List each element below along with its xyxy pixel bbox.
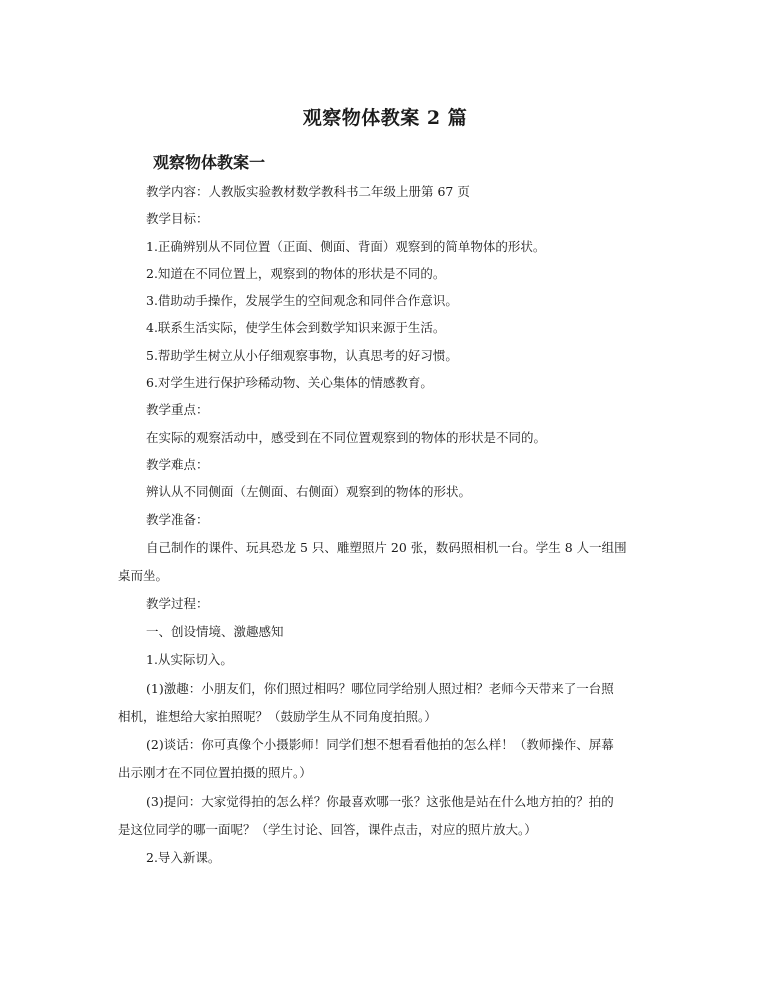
question-line-1: (3)提问：大家觉得拍的怎么样？你最喜欢哪一张？这张他是站在什么地方拍的？拍的: [146, 794, 614, 809]
section-title: 观察物体教案一: [153, 153, 266, 172]
question-line-2: 是这位同学的哪一面呢？（学生讨论、回答，课件点击，对应的照片放大。）: [118, 822, 537, 837]
engage-line-1: (1)激趣：小朋友们，你们照过相吗？哪位同学给别人照过相？老师今天带来了一台照: [146, 681, 614, 696]
objective-6: 6.对学生进行保护珍稀动物、关心集体的情感教育。: [146, 375, 433, 390]
teaching-content: 教学内容：人教版实验教材数学教科书二年级上册第 67 页: [146, 184, 470, 199]
preparation-text-line-2: 桌而坐。: [118, 568, 169, 583]
preparation-heading: 教学准备：: [146, 512, 209, 527]
process-heading: 教学过程：: [146, 596, 209, 611]
difficulty-heading: 教学难点：: [146, 457, 209, 472]
objective-1: 1.正确辨别从不同位置（正面、侧面、背面）观察到的简单物体的形状。: [146, 239, 546, 254]
talk-line-1: (2)谈话：你可真像个小摄影师！同学们想不想看看他拍的怎么样！（教师操作、屏幕: [146, 737, 614, 752]
step-one-heading: 一、创设情境、激趣感知: [146, 624, 284, 639]
preparation-text-line-1: 自己制作的课件、玩具恐龙 5 只、雕塑照片 20 张，数码照相机一台。学生 8 人一组围: [146, 540, 627, 555]
document-title: 观察物体教案 2 篇: [302, 107, 468, 129]
objective-2: 2.知道在不同位置上，观察到的物体的形状是不同的。: [146, 266, 446, 281]
objective-3: 3.借助动手操作，发展学生的空间观念和同伴合作意识。: [146, 293, 458, 308]
engage-line-2: 相机，谁想给大家拍照呢？（鼓励学生从不同角度拍照。）: [118, 709, 437, 724]
objective-4: 4.联系生活实际，使学生体会到数学知识来源于生活。: [146, 320, 446, 335]
objective-5: 5.帮助学生树立从小仔细观察事物，认真思考的好习惯。: [146, 348, 458, 363]
step-one-item-2: 2.导入新课。: [146, 850, 221, 865]
talk-line-2: 出示刚才在不同位置拍摄的照片。）: [118, 765, 312, 780]
key-points-heading: 教学重点：: [146, 402, 209, 417]
step-one-item-1: 1.从实际切入。: [146, 652, 233, 667]
difficulty-text: 辨认从不同侧面（左侧面、右侧面）观察到的物体的形状。: [146, 484, 472, 499]
objectives-heading: 教学目标：: [146, 211, 209, 226]
key-points-text: 在实际的观察活动中，感受到在不同位置观察到的物体的形状是不同的。: [146, 430, 547, 445]
